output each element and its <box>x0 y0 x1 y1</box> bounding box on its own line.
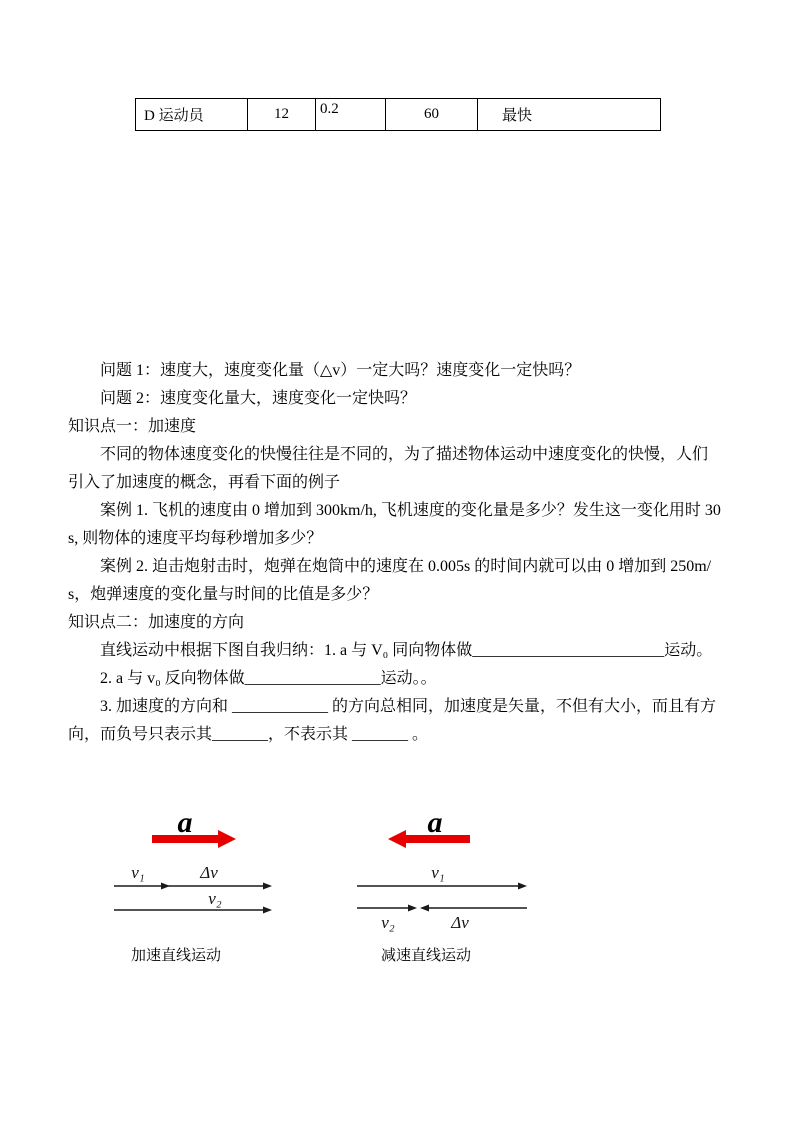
heading-knowledge-point-2: 知识点二：加速度的方向 <box>68 614 245 631</box>
measurement-table <box>135 98 661 131</box>
v2-label: v₂ <box>208 889 222 908</box>
case-2: 案例 2. 迫击炮射击时，炮弹在炮筒中的速度在 0.005s 的时间内就可以由 0 增加到 250m/s，炮弹速度的变化量与时间的比值是多少？ <box>68 558 712 603</box>
acceleration-a-label: a <box>177 806 193 839</box>
heading-knowledge-point-1: 知识点一：加速度 <box>68 418 197 435</box>
intro-paragraph: 不同的物体速度变化的快慢往往是不同的，为了描述物体运动中速度变化的快慢，人们引入了加速度的概念，再看下面的例子 <box>68 446 709 491</box>
diagram-accelerating <box>114 806 272 964</box>
case-1: 案例 1. 飞机的速度由 0 增加到 300km/h, 飞机速度的变化量是多少？发生这一变化用时 30s, 则物体的速度平均每秒增加多少？ <box>68 502 721 547</box>
worksheet-text <box>68 357 723 749</box>
acceleration-a-label: a <box>427 806 443 839</box>
acceleration-arrowhead-icon <box>218 830 236 848</box>
problem-2: 问题 2：速度变化量大，速度变化一定快吗？ <box>100 390 417 407</box>
table-cell-value-2: 0.2 <box>316 99 386 131</box>
v1-arrowhead-icon <box>518 883 527 890</box>
diagram-decelerating <box>357 806 527 964</box>
delta-v-label: Δv <box>200 863 218 882</box>
summary-item-3: 3. 加速度的方向和 ____________ 的方向总相同，加速度是矢量，不但有大小，而且有方向，而负号只表示其_______，不表示其 _______ 。 <box>68 698 717 743</box>
table-cell-remark: 最快 <box>478 99 661 131</box>
decelerating-caption: 减速直线运动 <box>380 947 472 964</box>
accelerating-caption: 加速直线运动 <box>130 947 222 964</box>
v1-arrowhead-icon <box>161 883 170 890</box>
delta-v-label: Δv <box>451 913 469 932</box>
problem-1: 问题 1：速度大，速度变化量（△v）一定大吗？速度变化一定快吗？ <box>100 362 581 379</box>
acceleration-arrowhead-icon <box>388 830 406 848</box>
table-cell-value-3: 60 <box>386 99 478 131</box>
v1-label: v₁ <box>431 863 445 882</box>
v1-label: v₁ <box>131 863 145 882</box>
delta-v-arrowhead-icon <box>420 905 429 912</box>
table-row <box>136 99 661 131</box>
acceleration-direction-diagram <box>90 800 570 975</box>
summary-item-1: 直线运动中根据下图自我归纳：1. a 与 V₀ 同向物体做________________________运动。 <box>100 642 713 659</box>
summary-item-2: 2. a 与 v₀ 反向物体做_________________运动。。 <box>100 670 437 687</box>
v2-arrowhead-icon <box>408 905 417 912</box>
table-cell-value-1: 12 <box>248 99 316 131</box>
table-cell-athlete: D 运动员 <box>136 99 248 131</box>
v2-arrowhead-icon <box>263 907 272 914</box>
delta-v-arrowhead-icon <box>263 883 272 890</box>
v2-label: v₂ <box>381 913 395 932</box>
